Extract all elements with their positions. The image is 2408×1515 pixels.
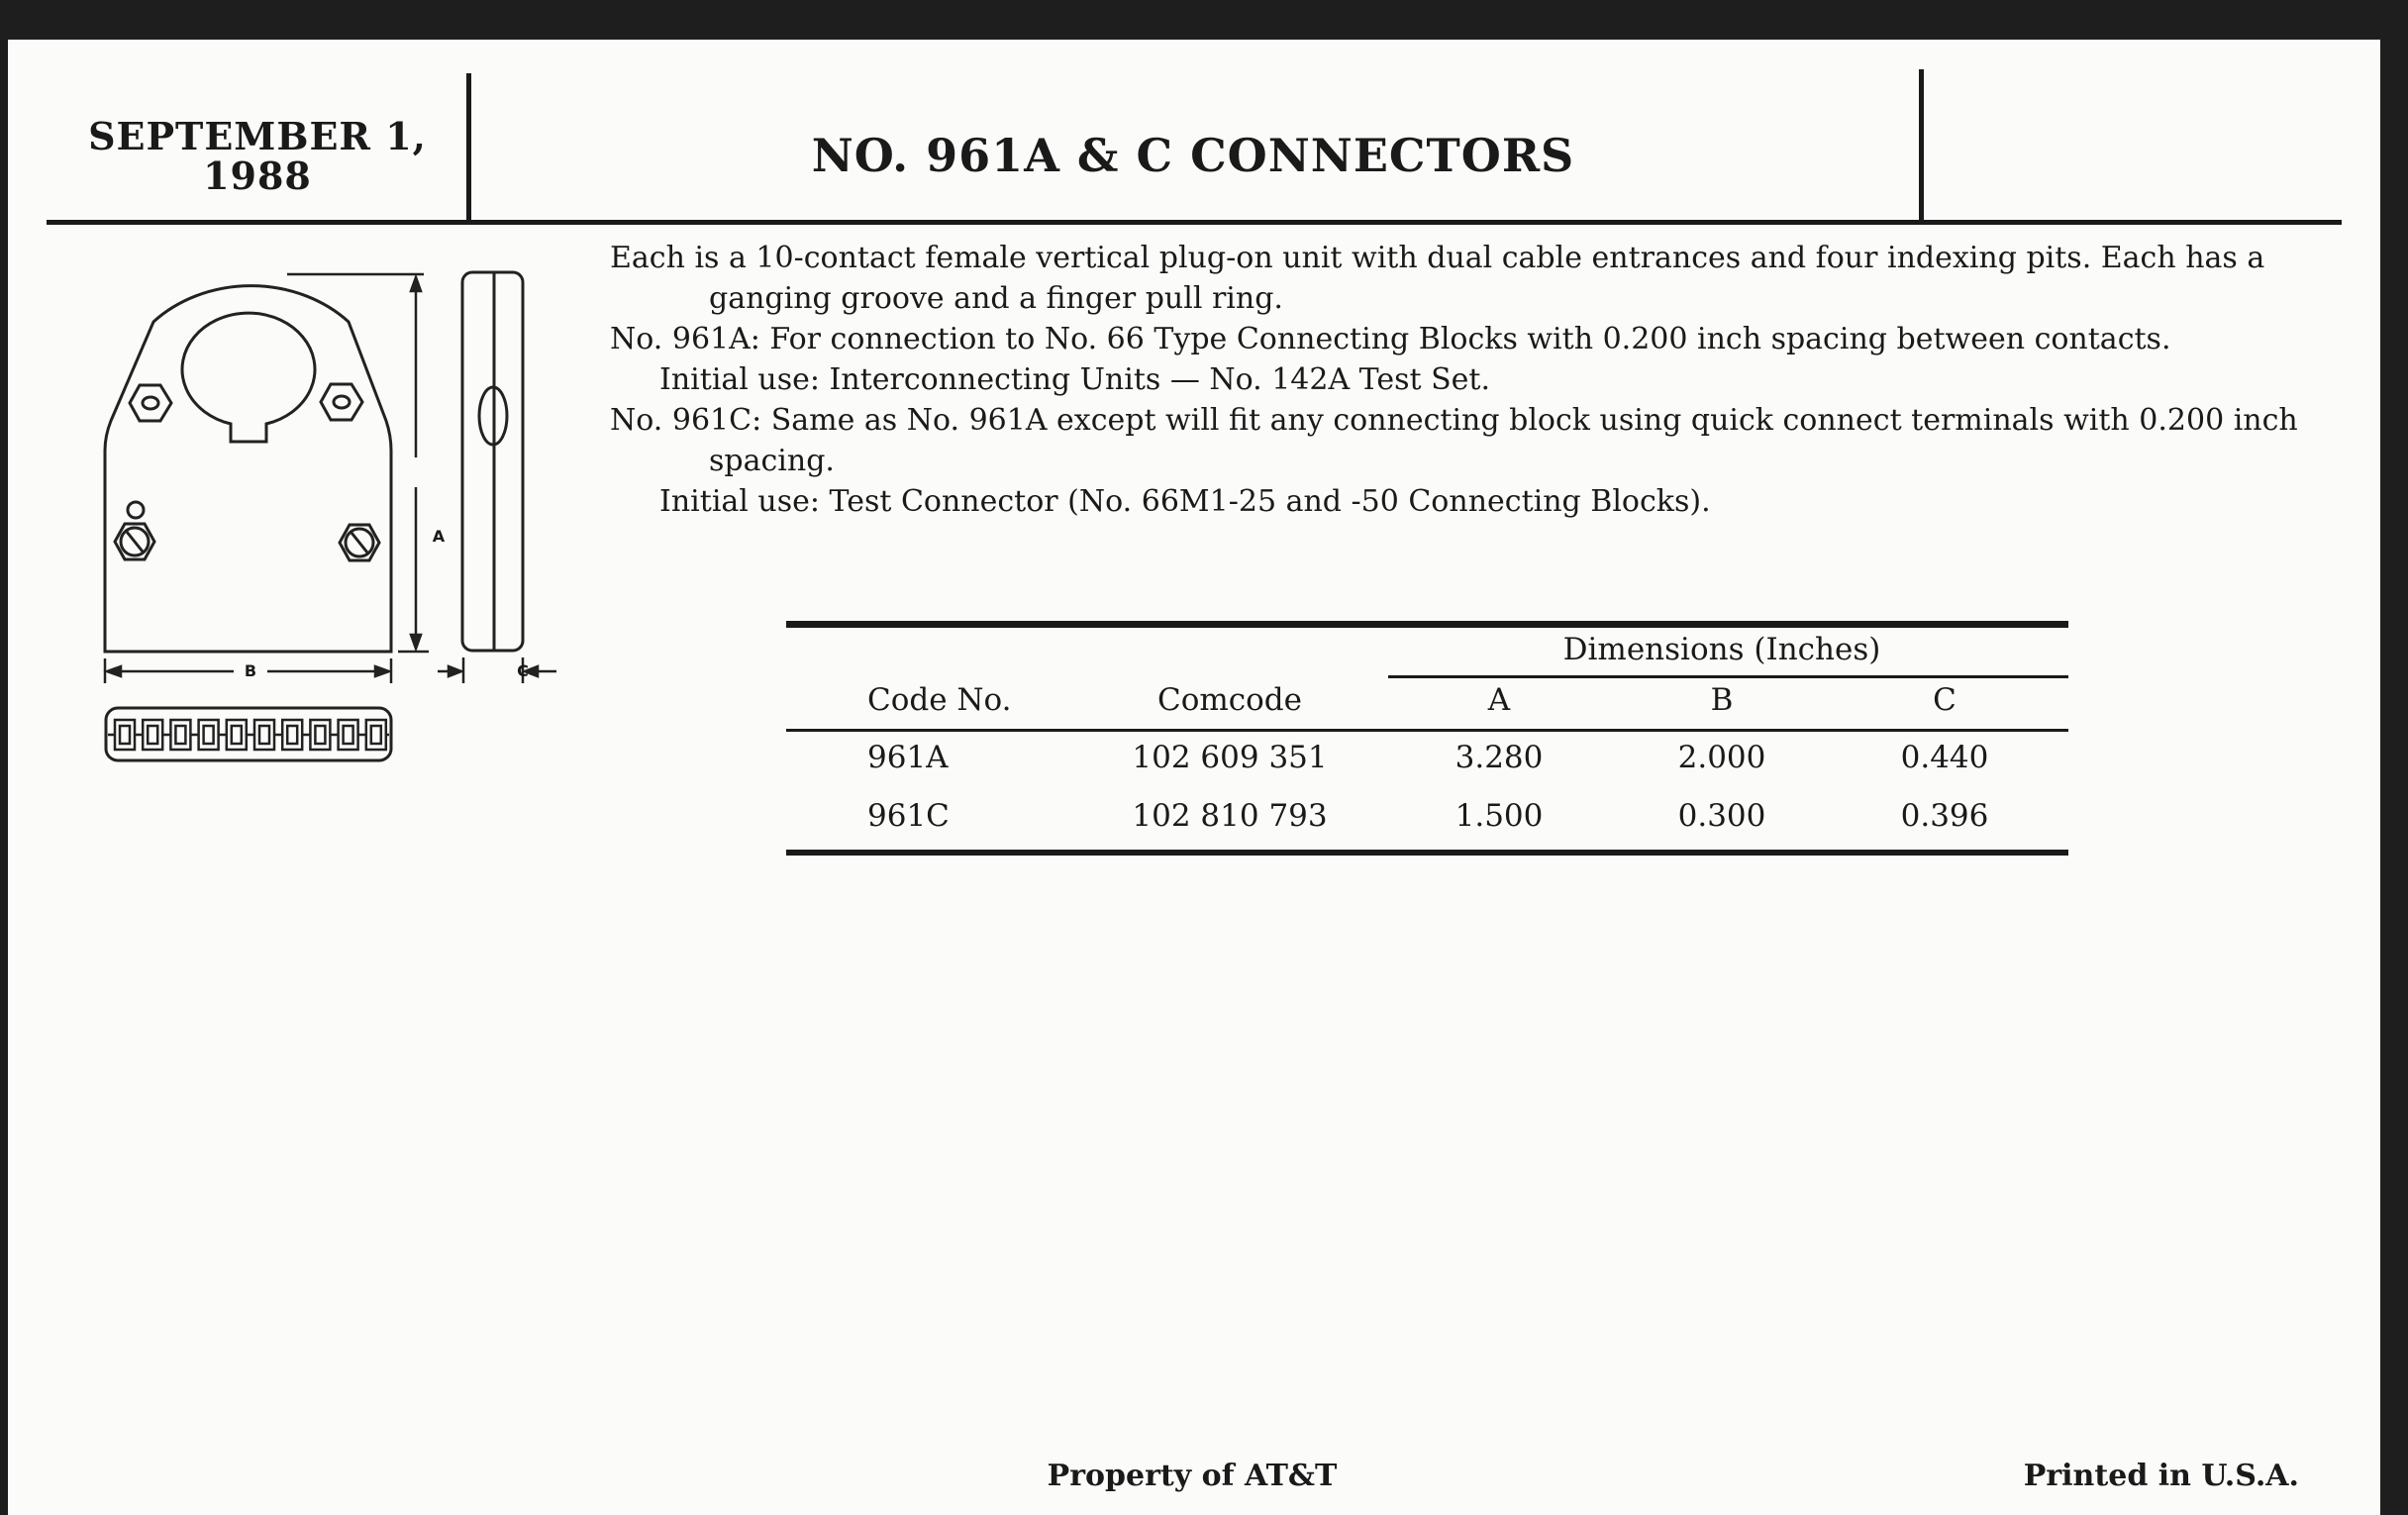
date-line-1: SEPTEMBER 1, — [88, 114, 427, 158]
contact-icon — [282, 720, 302, 750]
cell-a: 3.280 — [1455, 740, 1544, 775]
finger-pull-ring — [182, 313, 315, 442]
cell-b: 2.000 — [1677, 740, 1766, 775]
description — [610, 238, 2313, 522]
column-header-comcode: Comcode — [1157, 682, 1302, 718]
contact-icon — [143, 720, 162, 750]
description-961a: No. 961A: For connection to No. 66 Type Connecting Blocks with 0.200 inch spacing between contacts. — [610, 322, 2171, 356]
table-top-rule — [786, 621, 2068, 628]
initial-use-961c: Initial use: Test Connector (No. 66M1-25 and -50 Connecting Blocks). — [659, 484, 1711, 519]
cell-code: 961A — [867, 740, 949, 775]
small-hole-icon — [128, 502, 144, 518]
footer-printed: Printed in U.S.A. — [2023, 1459, 2299, 1493]
contact-icon — [115, 720, 135, 750]
cell-b: 0.300 — [1677, 798, 1766, 834]
page-title: NO. 961A & C CONNECTORS — [811, 129, 1575, 182]
cell-code: 961C — [867, 798, 950, 834]
group-header-rule — [1388, 675, 2068, 678]
dimension-a — [287, 274, 429, 652]
dimensions-group-header: Dimensions (Inches) — [1562, 632, 1881, 667]
contact-icon — [199, 720, 219, 750]
contact-icon — [170, 720, 190, 750]
connector-front-outline — [105, 286, 391, 652]
footer-property: Property of AT&T — [1047, 1459, 1338, 1493]
column-header-a: A — [1487, 682, 1511, 718]
contact-icon — [310, 720, 330, 750]
contact-icon — [227, 720, 247, 750]
table-bottom-rule — [786, 850, 2068, 856]
cell-comcode: 102 810 793 — [1132, 798, 1328, 834]
description-961c: No. 961C: Same as No. 961A except will fit any connecting block using quick connect terminals with 0.200 inch spacing. — [610, 403, 2298, 478]
cell-c: 0.440 — [1900, 740, 1989, 775]
cell-a: 1.500 — [1455, 798, 1544, 834]
column-header-c: C — [1933, 682, 1956, 718]
contact-icon — [254, 720, 274, 750]
screw-icon — [115, 524, 379, 560]
table-header-rule — [786, 729, 2068, 732]
initial-use-961a: Initial use: Interconnecting Units — No. 142A Test Set. — [659, 362, 1491, 397]
contact-icon — [339, 720, 358, 750]
description-general: Each is a 10-contact female vertical plug-on unit with dual cable entrances and four indexing pits. Each has a ganging groove and a finger pull ring. — [610, 241, 2265, 316]
dimension-b-label: B — [244, 661, 257, 680]
dimension-c — [438, 657, 556, 683]
dimension-c-label: C — [517, 661, 529, 680]
header-divider-right — [1919, 69, 1924, 224]
cell-comcode: 102 609 351 — [1132, 740, 1328, 775]
column-header-b: B — [1710, 682, 1734, 718]
date-line-2: 1988 — [203, 153, 312, 198]
dimension-a-label: A — [432, 527, 446, 546]
contact-icon — [366, 720, 386, 750]
column-header-code: Code No. — [867, 682, 1012, 718]
connector-drawing — [0, 0, 693, 792]
cell-c: 0.396 — [1900, 798, 1989, 834]
contact-row — [108, 720, 389, 750]
indexing-pit-icon — [130, 384, 362, 421]
